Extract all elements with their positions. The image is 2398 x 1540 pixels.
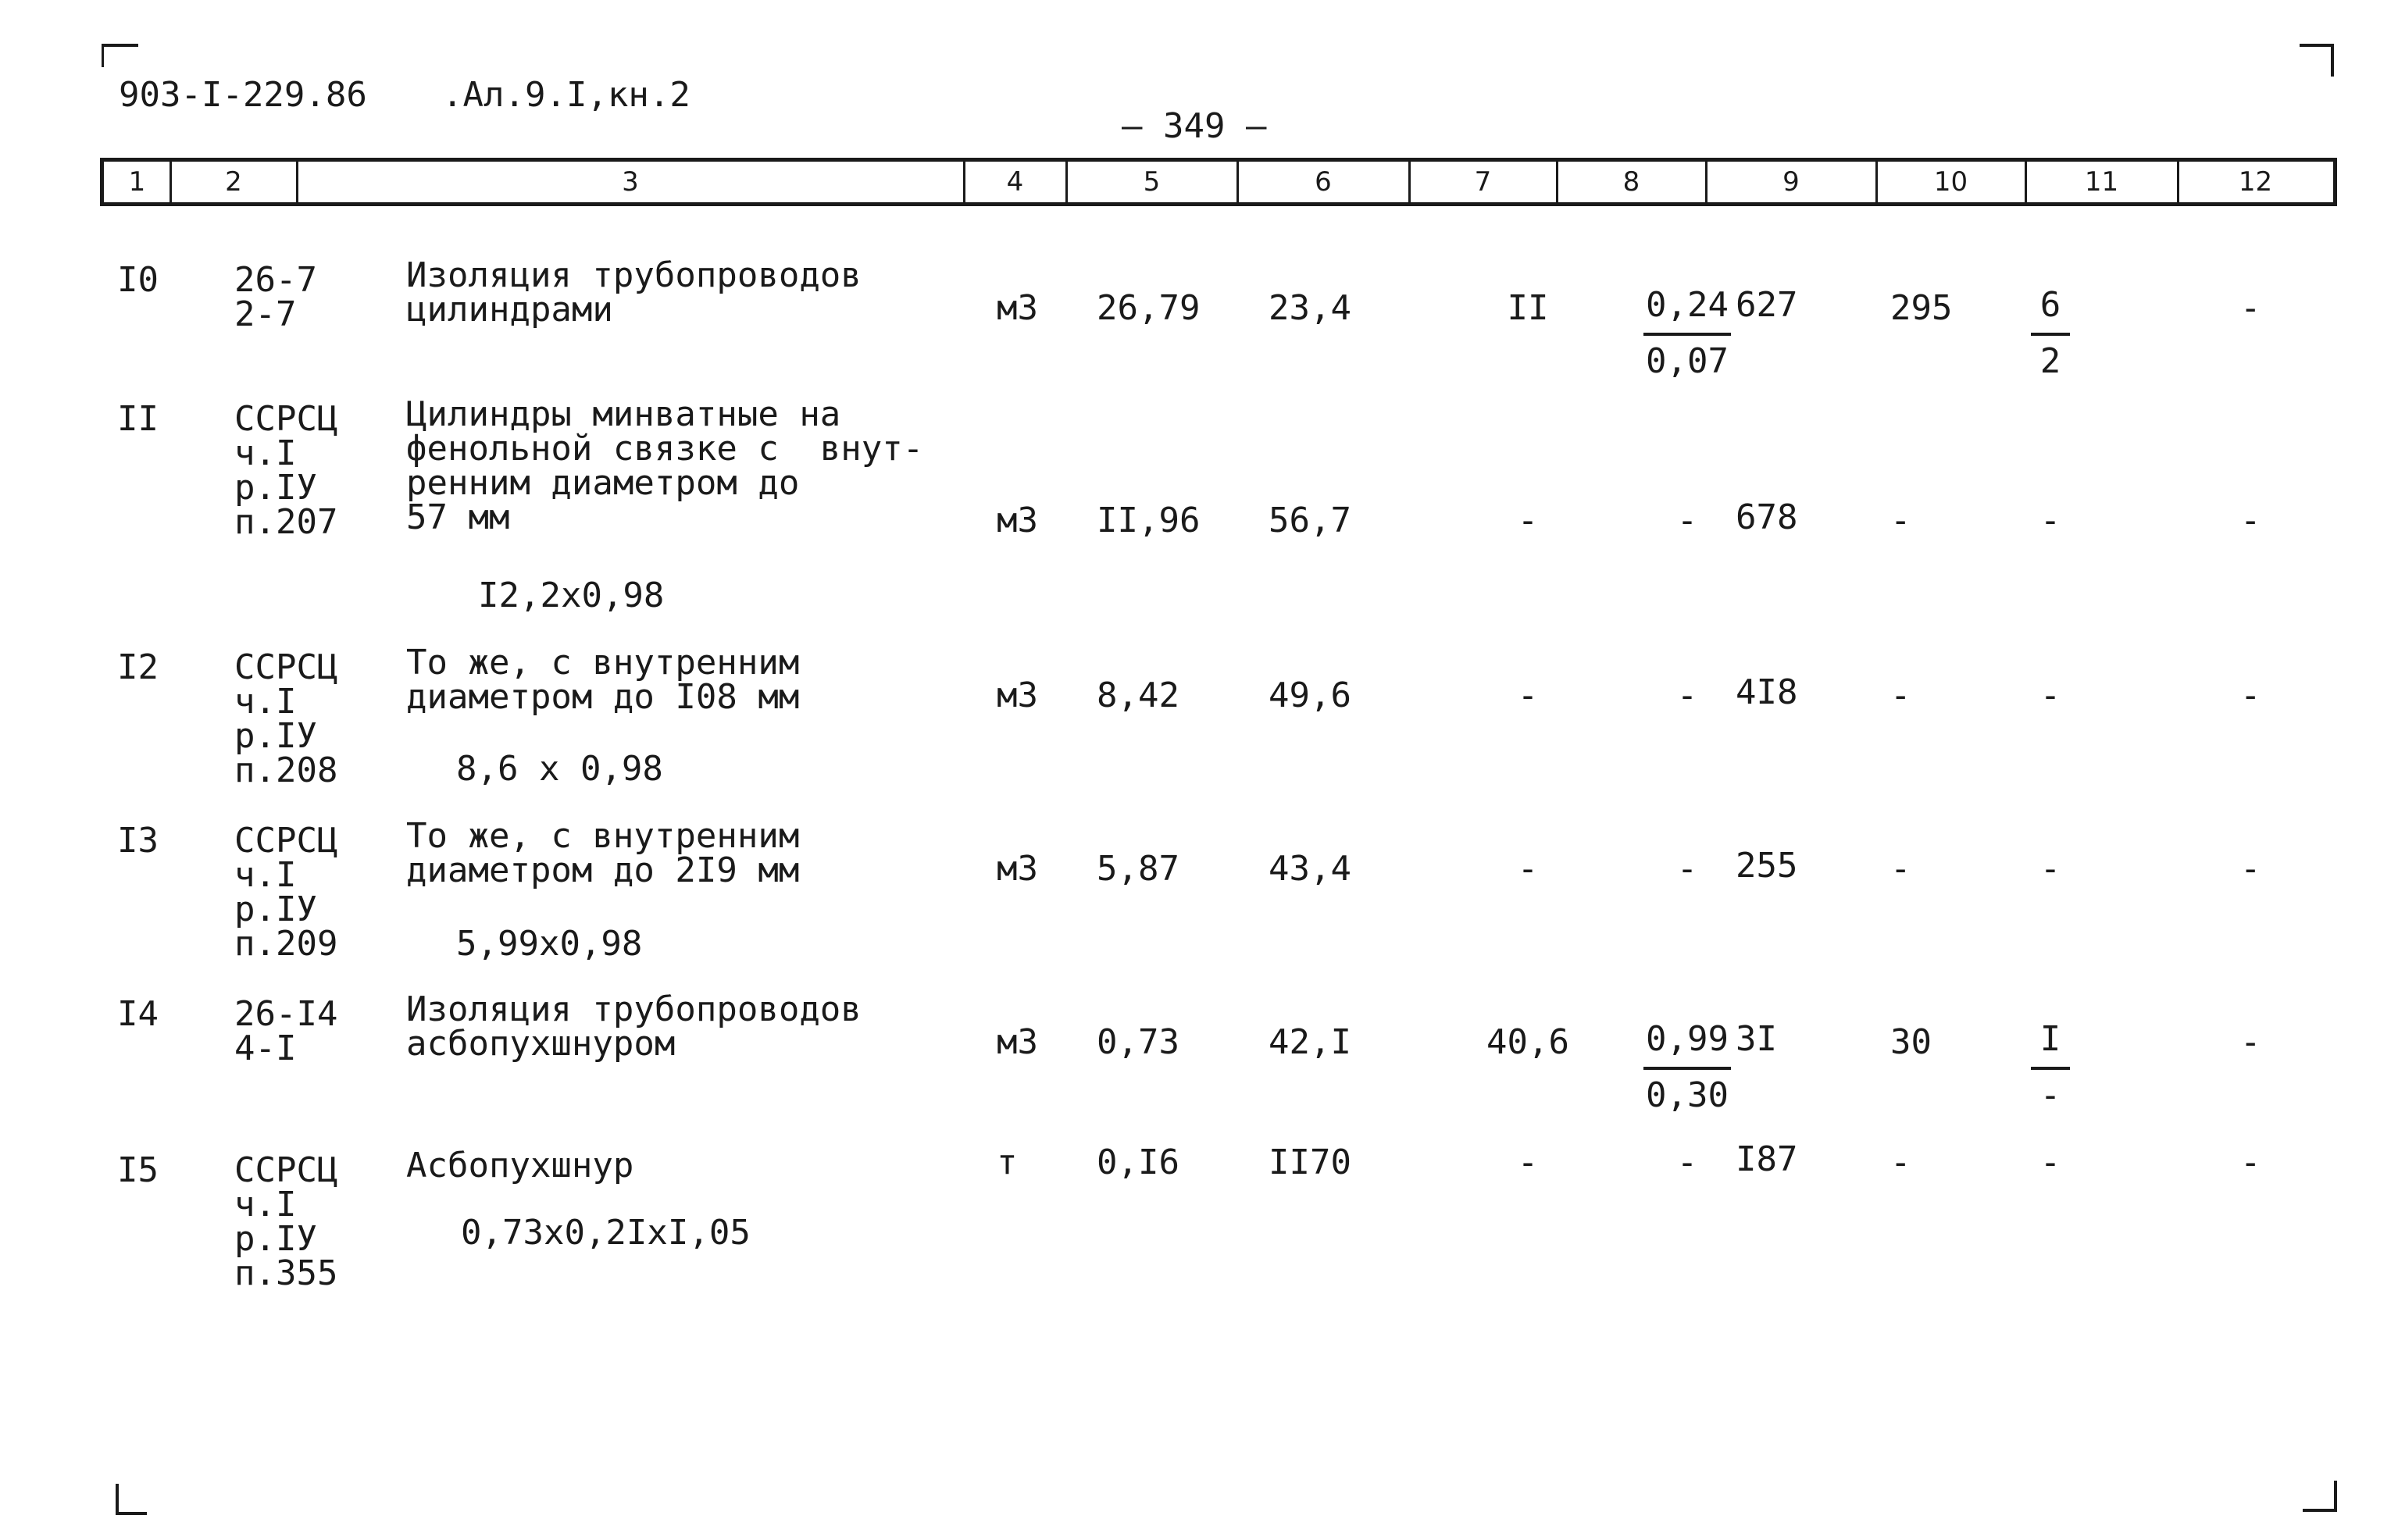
column-divider — [1875, 162, 1878, 202]
row-col8: - — [1676, 1143, 1698, 1182]
row-code-line: р.IУ — [234, 889, 317, 929]
row-description-line: То же, с внутренним — [406, 643, 800, 683]
row-col12: - — [2240, 676, 2261, 715]
row-description-line: ренним диаметром до — [406, 463, 800, 503]
column-header-9: 9 — [1782, 166, 1800, 198]
column-header-7: 7 — [1474, 166, 1492, 198]
row-col12: - — [2240, 1143, 2261, 1182]
row-calculation: 0,73х0,2IхI,05 — [461, 1213, 751, 1253]
row-unit: т — [997, 1143, 1018, 1182]
row-description-line: Изоляция трубопроводов — [406, 255, 862, 295]
row-col10: 295 — [1890, 288, 1953, 328]
row-col11: - — [2039, 676, 2061, 715]
row-col12: - — [2240, 288, 2261, 328]
column-header-8: 8 — [1622, 166, 1640, 198]
corner-mark-bottom-left — [116, 1484, 147, 1515]
row-unit: м3 — [997, 288, 1038, 328]
column-header-5: 5 — [1143, 166, 1161, 198]
row-col12: - — [2240, 1022, 2261, 1062]
row-code-line: п.209 — [234, 924, 338, 964]
album-reference: .Ал.9.I,кн.2 — [442, 75, 690, 115]
row-col11-fraction-numerator: 6 — [2039, 285, 2061, 325]
corner-mark-top-left — [102, 44, 138, 67]
row-description-line: диаметром до 2I9 мм — [406, 850, 800, 890]
row-col8-fraction-bar — [1643, 333, 1731, 336]
row-col11-fraction-bar — [2031, 1067, 2070, 1070]
row-col7: - — [1517, 501, 1539, 540]
column-header-12: 12 — [2238, 166, 2273, 198]
row-quantity: 5,87 — [1097, 849, 1179, 889]
row-unit-price: II70 — [1269, 1143, 1351, 1182]
row-description-line: Асбопухшнур — [406, 1146, 634, 1185]
row-description-line: фенольной связке с внут- — [406, 429, 924, 469]
row-col8: - — [1676, 676, 1698, 715]
row-col8: - — [1676, 849, 1698, 889]
row-unit: м3 — [997, 501, 1038, 540]
row-code-line: р.IУ — [234, 468, 317, 508]
row-unit-price: 23,4 — [1269, 288, 1351, 328]
row-number: I3 — [117, 821, 159, 861]
row-calculation: 5,99х0,98 — [456, 924, 643, 964]
row-col8-fraction-numerator: 0,24 — [1646, 285, 1729, 325]
row-number: I0 — [117, 260, 159, 300]
row-col9: 4I8 — [1736, 672, 1798, 712]
column-divider — [1065, 162, 1068, 202]
column-divider — [170, 162, 172, 202]
row-col7: - — [1517, 676, 1539, 715]
row-col11-fraction-denominator: 2 — [2039, 341, 2061, 381]
row-unit-price: 43,4 — [1269, 849, 1351, 889]
column-divider — [963, 162, 965, 202]
row-quantity: 8,42 — [1097, 676, 1179, 715]
column-header-3: 3 — [622, 166, 639, 198]
column-header-2: 2 — [225, 166, 242, 198]
row-description-line: асбопухшнуром — [406, 1024, 676, 1064]
document-code: 903-I-229.86 — [119, 75, 367, 115]
row-col7: - — [1517, 849, 1539, 889]
row-number: I5 — [117, 1150, 159, 1190]
row-code-line: ч.I — [234, 855, 297, 895]
row-unit-price: 42,I — [1269, 1022, 1351, 1062]
column-header-row — [100, 158, 2337, 206]
row-col7: 40,6 — [1486, 1022, 1569, 1062]
row-col9: 678 — [1736, 497, 1798, 537]
row-col9: I87 — [1736, 1139, 1798, 1179]
row-col10: 30 — [1890, 1022, 1932, 1062]
row-col11: - — [2039, 501, 2061, 540]
row-col8-fraction-bar — [1643, 1067, 1731, 1070]
column-divider — [1408, 162, 1411, 202]
column-divider — [2177, 162, 2179, 202]
row-code-line: р.IУ — [234, 1219, 317, 1259]
row-description-line: 57 мм — [406, 497, 510, 537]
row-col10: - — [1890, 1143, 1911, 1182]
row-col10: - — [1890, 849, 1911, 889]
row-code-line: ч.I — [234, 1185, 297, 1225]
column-divider — [2025, 162, 2027, 202]
row-calculation: I2,2х0,98 — [478, 576, 665, 615]
row-quantity: II,96 — [1097, 501, 1201, 540]
column-header-10: 10 — [1933, 166, 1968, 198]
row-col8-fraction-denominator: 0,07 — [1646, 341, 1729, 381]
row-col11-fraction — [2031, 287, 2070, 380]
corner-mark-top-right — [2300, 44, 2334, 77]
row-description-line: диаметром до I08 мм — [406, 677, 800, 717]
row-code-line: ССРСЦ — [234, 399, 338, 439]
row-col11: - — [2039, 849, 2061, 889]
row-col10: - — [1890, 676, 1911, 715]
row-col7: - — [1517, 1143, 1539, 1182]
row-col11-fraction — [2031, 1021, 2070, 1114]
row-col11-fraction-denominator: - — [2039, 1075, 2061, 1115]
row-quantity: 0,I6 — [1097, 1143, 1179, 1182]
row-code-line: 26-7 — [234, 260, 317, 300]
row-code-line: р.IУ — [234, 716, 317, 756]
column-divider — [1705, 162, 1708, 202]
row-col11-fraction-numerator: I — [2039, 1019, 2061, 1059]
row-number: II — [117, 399, 159, 439]
row-description-line: То же, с внутренним — [406, 816, 800, 856]
row-code-line: ССРСЦ — [234, 821, 338, 861]
row-number: I4 — [117, 994, 159, 1034]
column-header-6: 6 — [1315, 166, 1332, 198]
column-header-1: 1 — [128, 166, 146, 198]
row-col10: - — [1890, 501, 1911, 540]
row-unit: м3 — [997, 676, 1038, 715]
row-code-line: 2-7 — [234, 294, 297, 334]
column-header-4: 4 — [1006, 166, 1024, 198]
row-number: I2 — [117, 647, 159, 687]
row-code-line: 26-I4 — [234, 994, 338, 1034]
row-col9: 255 — [1736, 846, 1798, 886]
row-description-line: цилиндрами — [406, 290, 613, 330]
row-code-line: ч.I — [234, 682, 297, 722]
row-unit: м3 — [997, 1022, 1038, 1062]
row-unit-price: 49,6 — [1269, 676, 1351, 715]
row-code-line: п.208 — [234, 750, 338, 790]
row-description-line: Изоляция трубопроводов — [406, 989, 862, 1029]
row-code-line: ССРСЦ — [234, 1150, 338, 1190]
row-col12: - — [2240, 501, 2261, 540]
row-quantity: 0,73 — [1097, 1022, 1179, 1062]
corner-mark-bottom-right — [2303, 1481, 2337, 1512]
page-number: — 349 — — [1122, 106, 1267, 146]
row-unit: м3 — [997, 849, 1038, 889]
row-col12: - — [2240, 849, 2261, 889]
row-col9: 3I — [1736, 1019, 1777, 1059]
column-header-11: 11 — [2084, 166, 2119, 198]
column-divider — [1556, 162, 1558, 202]
row-quantity: 26,79 — [1097, 288, 1201, 328]
row-code-line: п.355 — [234, 1253, 338, 1293]
row-unit-price: 56,7 — [1269, 501, 1351, 540]
column-divider — [296, 162, 298, 202]
column-divider — [1236, 162, 1239, 202]
row-calculation: 8,6 х 0,98 — [456, 749, 663, 789]
row-col9: 627 — [1736, 285, 1798, 325]
row-col11: - — [2039, 1143, 2061, 1182]
row-description-line: Цилиндры минватные на — [406, 394, 841, 434]
row-col8-fraction-numerator: 0,99 — [1646, 1019, 1729, 1059]
row-code-line: ч.I — [234, 433, 297, 473]
row-code-line: п.207 — [234, 502, 338, 542]
row-col8: - — [1676, 501, 1698, 540]
row-col8-fraction-denominator: 0,30 — [1646, 1075, 1729, 1115]
row-code-line: 4-I — [234, 1028, 297, 1068]
row-code-line: ССРСЦ — [234, 647, 338, 687]
row-col11-fraction-bar — [2031, 333, 2070, 336]
row-col7: II — [1507, 288, 1549, 328]
